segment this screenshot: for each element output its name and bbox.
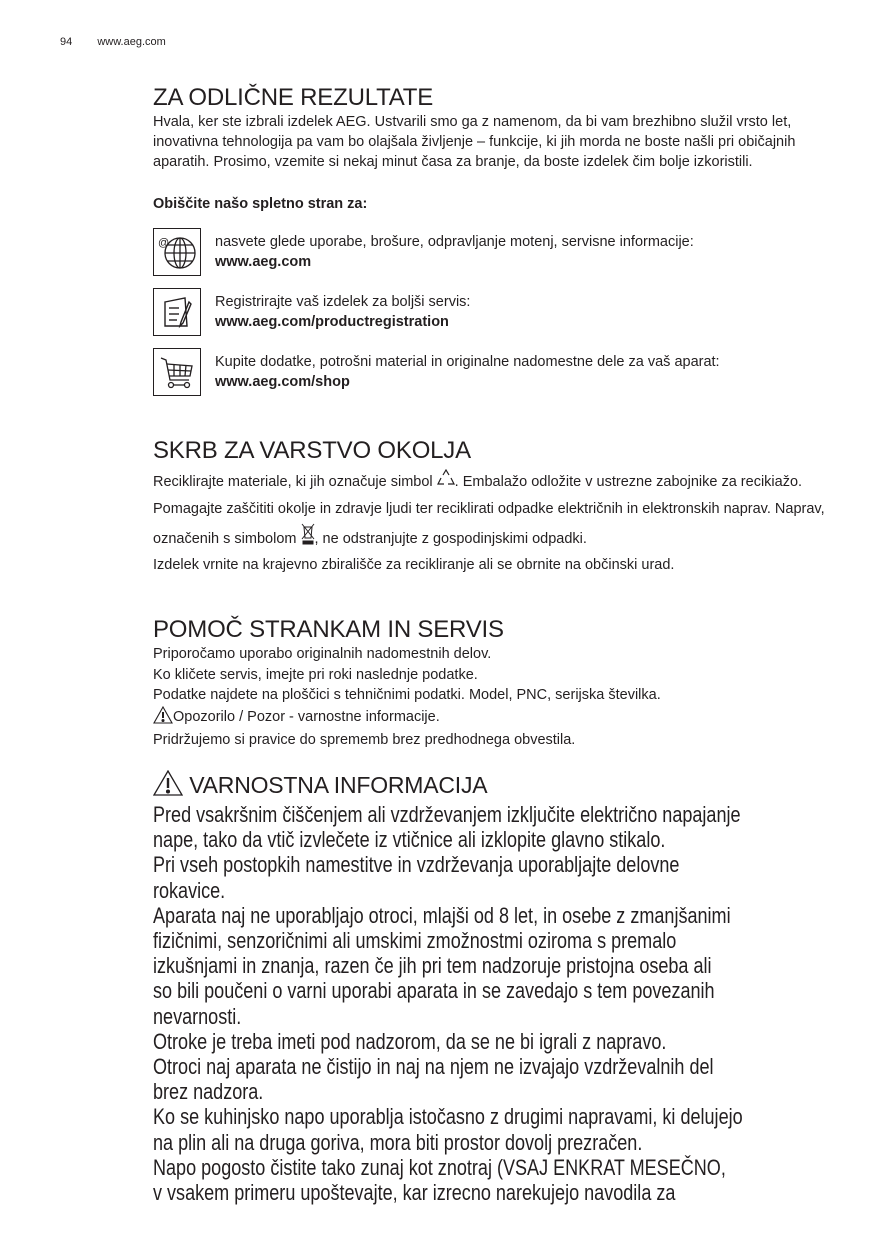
safety-line (153, 1104, 873, 1129)
safety-section (153, 770, 873, 1205)
section-title: ZA ODLIČNE REZULTATE (153, 84, 434, 111)
safety-line-text: Otroci naj aparata ne čistijo in naj na njem ne izvajajo vzdrževalnih del (153, 1054, 714, 1080)
environment-section (153, 437, 843, 575)
safety-line (153, 1004, 873, 1029)
safety-line (153, 978, 873, 1003)
shopping-cart-icon (153, 348, 201, 396)
safety-line-text: Ko se kuhinjsko napo uporablja istočasno z drugimi napravami, ki delujejo (153, 1104, 743, 1130)
recycle-text: Reciklirajte materiale, ki jih označuje simbol . Embalažo odložite v ustrezne zabojnike za recikiažo. (153, 469, 843, 496)
link-row (153, 286, 843, 338)
warning-line: Opozorilo / Pozor - varnostne informacije. (153, 706, 843, 731)
page-number: 94 (60, 36, 73, 48)
globe-at-icon (153, 228, 201, 276)
link-description: nasvete glede uporabe, brošure, odpravljanje motenj, servisne informacije: (215, 234, 694, 250)
safety-line-text: na plin ali na druga goriva, mora biti prostor dovolj prezračen. (153, 1129, 643, 1155)
safety-line (153, 827, 873, 852)
safety-line-text: Aparata naj ne uporabljajo otroci, mlajši od 8 let, in osebe z zmanjšanimi (153, 902, 731, 928)
crossed-bin-icon (301, 522, 315, 555)
service-line: Podatke najdete na ploščici s tehničnimi podatki. Model, PNC, serijska številka. (153, 687, 661, 703)
visit-label: Obiščite našo spletno stran za: (153, 196, 368, 212)
link-description: Registrirajte vaš izdelek za boljši servis: (215, 294, 471, 310)
website: www.aeg.com (97, 36, 166, 48)
safety-line-text: brez nadzora. (153, 1079, 264, 1105)
section-title: POMOČ STRANKAM IN SERVIS (153, 616, 504, 643)
service-section (153, 616, 843, 751)
registration-note-icon (153, 288, 201, 336)
link-row (153, 346, 843, 398)
section-title: SKRB ZA VARSTVO OKOLJA (153, 437, 471, 464)
safety-line-text: fizičnimi, senzoričnimi ali umskimi zmožnostmi oziroma s premalo (153, 928, 677, 954)
recycle-icon (437, 469, 455, 496)
link-url[interactable]: www.aeg.com/productregistration (215, 314, 449, 330)
intro-section (153, 84, 843, 406)
svg-text:@: @ (158, 237, 170, 249)
service-line: Priporočamo uporabo originalnih nadomestnih delov. (153, 646, 492, 662)
safety-line-text: Pri vseh postopkih namestitve in vzdrževanja uporabljajte delovne (153, 852, 680, 878)
warning-icon (153, 770, 183, 802)
safety-line (153, 953, 873, 978)
safety-line-text: nape, tako da vtič izvlečete iz vtičnice ali izklopite glavno stikalo. (153, 827, 666, 853)
safety-line-text: Otroke je treba imeti pod nadzorom, da se ne bi igrali z napravo. (153, 1028, 667, 1054)
warning-icon (153, 706, 173, 731)
safety-line-text: Napo pogosto čistite tako zunaj kot znotraj (VSAJ ENKRAT MESEČNO, (153, 1154, 726, 1180)
service-line: Pridržujemo si pravice do sprememb brez predhodnega obvestila. (153, 732, 576, 748)
safety-line (153, 1180, 873, 1205)
safety-line-text: izkušnjami in znanja, razen če jih pri tem nadzoruje pristojna oseba ali (153, 953, 712, 979)
link-description: Kupite dodatke, potrošni material in originalne nadomestne dele za vaš aparat: (215, 354, 720, 370)
safety-line (153, 852, 873, 877)
safety-line-text: v vsakem primeru upoštevajte, kar izrecno narekujejo navodila za (153, 1180, 676, 1206)
page-header (60, 36, 188, 48)
return-text: Izdelek vrnite na krajevno zbirališče za recikliranje ali se obrnite na občinski urad. (153, 557, 675, 573)
safety-line (153, 1054, 873, 1079)
safety-line (153, 1130, 873, 1155)
intro-text: Hvala, ker ste izbrali izdelek AEG. Ustvarili smo ga z namenom, da bi vam brezhibno služil vrsto let, inovativna tehnologija pa vam bo olajšala življenje – funkcije, ki jih morda ne boste našli pri običajnih aparatih. Prosimo, vzemite si nekaj minut časa za branje, da boste izdelek čim bolje izkoristili. (153, 114, 796, 170)
section-title: VARNOSTNA INFORMACIJA (153, 770, 873, 802)
safety-line (153, 1029, 873, 1054)
service-line: Ko kličete servis, imejte pri roki naslednje podatke. (153, 666, 478, 683)
safety-line-text: so bili poučeni o varni uporabi aparata in se zavedajo s tem povezanih (153, 978, 715, 1004)
safety-line-text: rokavice. (153, 877, 226, 903)
safety-line (153, 802, 873, 827)
safety-line (153, 1155, 873, 1180)
link-row (153, 226, 843, 278)
safety-line-text: Pred vsakršnim čiščenjem ali vzdrževanjem izključite električno napajanje (153, 802, 741, 827)
safety-line (153, 1079, 873, 1104)
link-url[interactable]: www.aeg.com/shop (215, 374, 350, 390)
weee-text: Pomagajte zaščititi okolje in zdravje ljudi ter reciklirati odpadke električnih in elektronskih naprav. Naprav, označenih s simbolom , ne odstranjujte z gospodinjskimi odpadki. (153, 496, 843, 555)
safety-line (153, 928, 873, 953)
safety-line (153, 878, 873, 903)
safety-line (153, 903, 873, 928)
safety-line-text: nevarnosti. (153, 1003, 242, 1029)
link-url[interactable]: www.aeg.com (215, 254, 312, 270)
